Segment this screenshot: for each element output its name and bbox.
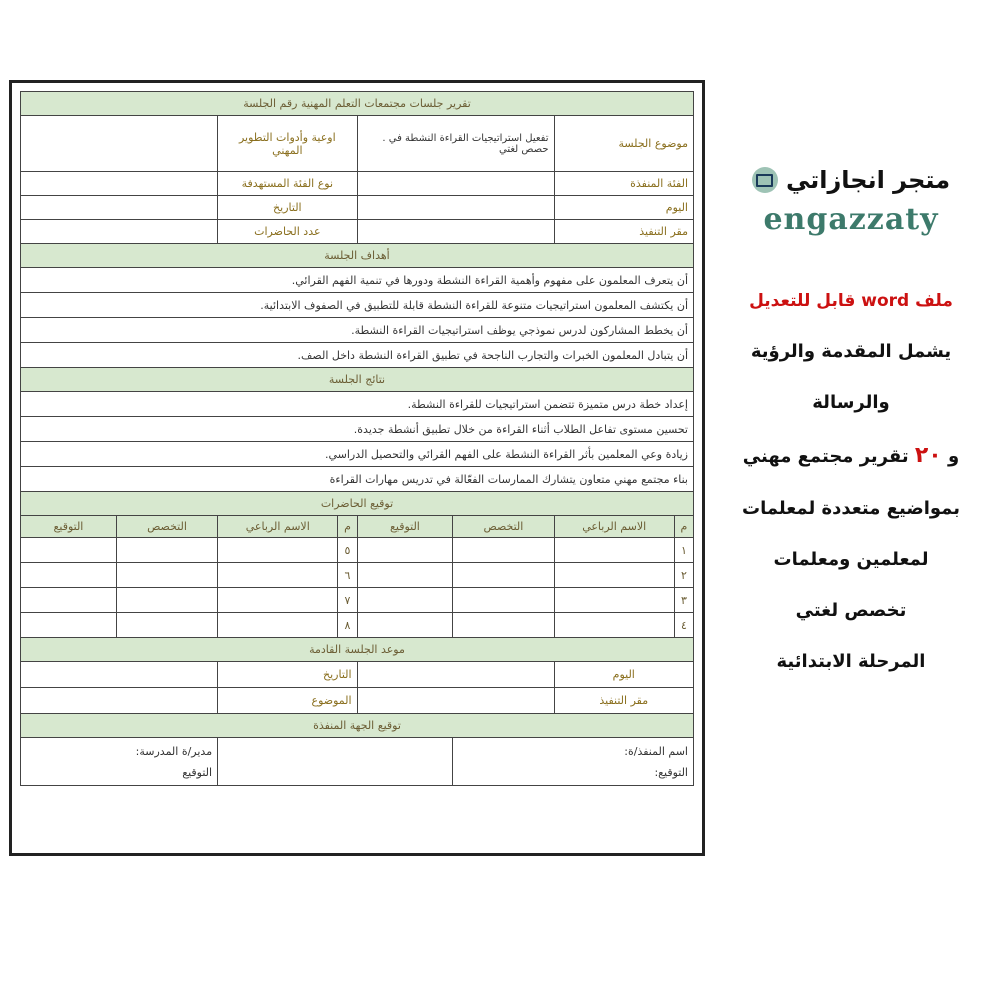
- attendee-sign-cell[interactable]: [21, 613, 117, 638]
- topic-label: موضوع الجلسة: [554, 116, 693, 172]
- attendee-spec-cell[interactable]: [116, 563, 217, 588]
- next-venue-value[interactable]: [357, 688, 554, 714]
- venue-value[interactable]: [357, 220, 554, 244]
- attendee-sign-cell[interactable]: [21, 588, 117, 613]
- attendee-sign-cell[interactable]: [21, 563, 117, 588]
- attendee-spec-cell[interactable]: [453, 588, 554, 613]
- goal-item: أن يخطط المشاركون لدرس نموذجي يوظف استراتيجيات القراءة النشطة.: [21, 318, 694, 343]
- attendee-sign-cell[interactable]: [357, 613, 453, 638]
- result-item: بناء مجتمع مهني متعاون يتشارك الممارسات الفعّالة في تدريس مهارات القراءة: [21, 467, 694, 492]
- next-date-label: التاريخ: [218, 662, 357, 688]
- attendee-sign-cell[interactable]: [21, 538, 117, 563]
- row-number: ٥: [338, 538, 357, 563]
- group-value[interactable]: [357, 172, 554, 196]
- col-sign: التوقيع: [21, 516, 117, 538]
- row-number: ٣: [674, 588, 693, 613]
- attendee-name-cell[interactable]: [218, 588, 338, 613]
- next-date-value[interactable]: [21, 662, 218, 688]
- word-note: ملف word قابل للتعديل: [749, 291, 953, 311]
- store-name: [712, 166, 990, 194]
- result-item: زيادة وعي المعلمين بأثر القراءة النشطة على الفهم القرائي والتحصيل الدراسي.: [21, 442, 694, 467]
- result-item: تحسين مستوى تفاعل الطلاب أثناء القراءة من خلال تطبيق أنشطة جديدة.: [21, 417, 694, 442]
- venue-label: مقر التنفيذ: [554, 220, 693, 244]
- date-label: التاريخ: [218, 196, 357, 220]
- tools-label: اوعية وأدوات التطوير المهني: [218, 116, 357, 172]
- row-number: ٤: [674, 613, 693, 638]
- promo-line: المرحلة الابتدائية: [776, 651, 926, 672]
- next-day-value[interactable]: [357, 662, 554, 688]
- next-topic-label: الموضوع: [218, 688, 357, 714]
- promo-line-count: [712, 443, 990, 468]
- promo-line: بمواضيع متعددة لمعلمات: [741, 498, 960, 519]
- promo-line: يشمل المقدمة والرؤية: [750, 341, 952, 362]
- col-sign: التوقيع: [357, 516, 453, 538]
- attendee-sign-cell[interactable]: [357, 563, 453, 588]
- executor-sign-label: التوقيع:: [654, 765, 688, 779]
- attendees-count-label: عدد الحاضرات: [218, 220, 357, 244]
- next-day-label: اليوم: [554, 662, 693, 688]
- attendees-count-value[interactable]: [21, 220, 218, 244]
- store-latin: engazzaty: [763, 202, 939, 237]
- attendee-spec-cell[interactable]: [453, 563, 554, 588]
- store-icon: [752, 167, 778, 193]
- row-number: ٢: [674, 563, 693, 588]
- principal-sign-label: التوقيع: [182, 765, 213, 779]
- attendee-name-cell[interactable]: [218, 538, 338, 563]
- promo-side-panel: [712, 150, 990, 672]
- report-form-table: [20, 91, 694, 786]
- promo-line-prefix: و: [948, 446, 960, 467]
- principal-cell[interactable]: [21, 738, 218, 786]
- executor-cell[interactable]: [453, 738, 694, 786]
- col-name: الاسم الرباعي: [554, 516, 674, 538]
- col-name: الاسم الرباعي: [218, 516, 338, 538]
- goal-item: أن يتعرف المعلمون على مفهوم وأهمية القراءة النشطة ودورها في تنمية الفهم القرائي.: [21, 268, 694, 293]
- results-header: نتائج الجلسة: [21, 368, 694, 392]
- col-spec: التخصص: [116, 516, 217, 538]
- promo-line: تخصص لغتي: [795, 600, 907, 621]
- col-spec: التخصص: [453, 516, 554, 538]
- day-value[interactable]: [357, 196, 554, 220]
- executor-name-label: اسم المنفذ/ة:: [624, 744, 688, 758]
- row-number: ٧: [338, 588, 357, 613]
- group-label: الفئة المنفذة: [554, 172, 693, 196]
- attendee-name-cell[interactable]: [218, 563, 338, 588]
- goal-item: أن يكتشف المعلمون استراتيجيات متنوعة للقراءة النشطة قابلة للتطبيق في الصفوف الابتدائية.: [21, 293, 694, 318]
- col-m: م: [674, 516, 693, 538]
- promo-line: والرسالة: [812, 392, 890, 413]
- exec-header: توقيع الجهة المنفذة: [21, 714, 694, 738]
- attendee-spec-cell[interactable]: [453, 613, 554, 638]
- promo-line: لمعلمين ومعلمات: [773, 549, 929, 570]
- attendee-name-cell[interactable]: [554, 588, 674, 613]
- promo-line-suffix: تقرير مجتمع مهني: [742, 446, 909, 467]
- attendee-spec-cell[interactable]: [116, 613, 217, 638]
- attendee-sign-cell[interactable]: [357, 538, 453, 563]
- col-m: م: [338, 516, 357, 538]
- attendee-name-cell[interactable]: [218, 613, 338, 638]
- goals-header: أهداف الجلسة: [21, 244, 694, 268]
- goal-item: أن يتبادل المعلمون الخبرات والتجارب الناجحة في تطبيق القراءة النشطة داخل الصف.: [21, 343, 694, 368]
- row-number: ٦: [338, 563, 357, 588]
- report-document: [9, 80, 705, 856]
- next-session-header: موعد الجلسة القادمة: [21, 638, 694, 662]
- date-value[interactable]: [21, 196, 218, 220]
- attendee-spec-cell[interactable]: [116, 588, 217, 613]
- executor-blank[interactable]: [218, 738, 453, 786]
- tools-value[interactable]: [21, 116, 218, 172]
- row-number: ٨: [338, 613, 357, 638]
- next-venue-label: مقر التنفيذ: [554, 688, 693, 714]
- attendee-sign-cell[interactable]: [357, 588, 453, 613]
- signatures-header: توقيع الحاضرات: [21, 492, 694, 516]
- form-title: تقرير جلسات مجتمعات التعلم المهنية رقم الجلسة: [21, 92, 694, 116]
- attendee-name-cell[interactable]: [554, 563, 674, 588]
- promo-count: ٢٠: [914, 443, 942, 468]
- attendee-name-cell[interactable]: [554, 613, 674, 638]
- row-number: ١: [674, 538, 693, 563]
- attendee-name-cell[interactable]: [554, 538, 674, 563]
- topic-value: تفعيل استراتيجيات القراءة النشطة في . حصص لغتي: [357, 116, 554, 172]
- day-label: اليوم: [554, 196, 693, 220]
- principal-label: مدير/ة المدرسة:: [135, 744, 213, 758]
- result-item: إعداد خطة درس متميزة تتضمن استراتيجيات للقراءة النشطة.: [21, 392, 694, 417]
- next-topic-value[interactable]: [21, 688, 218, 714]
- attendee-spec-cell[interactable]: [116, 538, 217, 563]
- target-value[interactable]: [21, 172, 218, 196]
- attendee-spec-cell[interactable]: [453, 538, 554, 563]
- target-label: نوع الفئة المستهدفة: [218, 172, 357, 196]
- store-title: متجر انجازاتي: [785, 166, 951, 194]
